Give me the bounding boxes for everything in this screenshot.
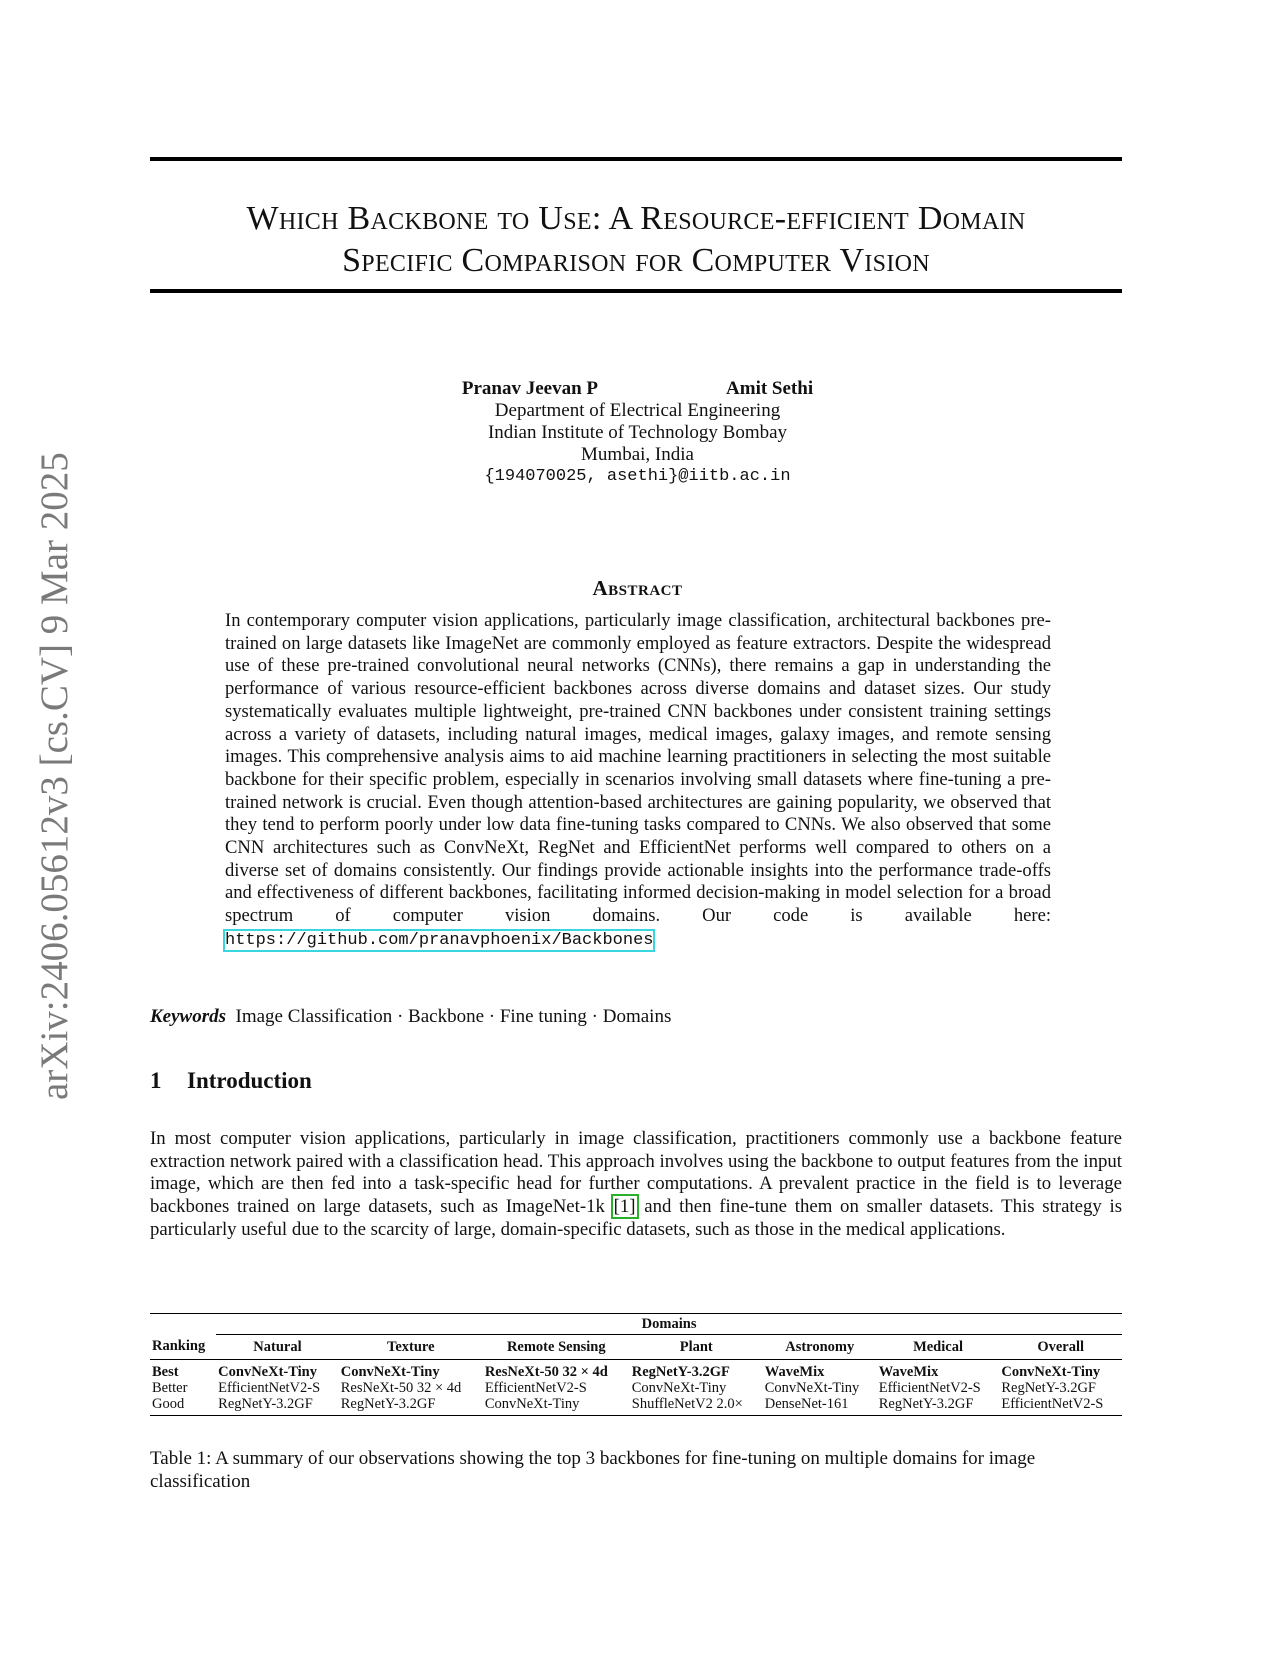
table-row (150, 1359, 1122, 1380)
table-cell: RegNetY-3.2GF (340, 1395, 436, 1412)
table-cell: EfficientNetV2-S (1001, 1395, 1104, 1412)
table-header-row (150, 1334, 1122, 1359)
col-header-texture: Texture (387, 1338, 435, 1355)
table-cell: RegNetY-3.2GF (1001, 1379, 1096, 1396)
author-department: Department of Electrical Engineering (494, 400, 781, 421)
title-line-1: Which Backbone to Use: A Resource-efficient Domain (246, 200, 1026, 237)
intro-text-2: and then fine-tune them on smaller datasets. This strategy is particularly useful due to the scarcity of large, domain-specific datasets, such as those in the medical applications. (150, 1196, 1123, 1240)
section-number: 1 (150, 1068, 162, 1093)
title-top-rule (150, 157, 1122, 161)
paper-title (150, 198, 1122, 282)
table-group-header-row (150, 1314, 1122, 1335)
domains-header: Domains (216, 1314, 1122, 1335)
col-header-natural: Natural (253, 1338, 302, 1355)
title-line-2: Specific Comparison for Computer Vision (342, 242, 930, 279)
author-email: {194070025, asethi}@iitb.ac.in (484, 467, 791, 486)
row-rank-better: Better (152, 1379, 188, 1396)
table-cell: ConvNeXt-Tiny (340, 1363, 440, 1380)
keywords-label: Keywords (150, 1006, 226, 1027)
table-cell: RegNetY-3.2GF (631, 1363, 730, 1380)
table-cell: ConvNeXt-Tiny (764, 1379, 860, 1396)
table-cell: EfficientNetV2-S (484, 1379, 587, 1396)
arxiv-sidebar (18, 0, 78, 1650)
summary-table (150, 1313, 1122, 1416)
table-cell: EfficientNetV2-S (218, 1379, 321, 1396)
row-rank-good: Good (152, 1395, 185, 1412)
arxiv-id: arXiv:2406.05612v3 [cs.CV] 9 Mar 2025 (33, 452, 76, 1100)
table-cell: ConvNeXt-Tiny (218, 1363, 317, 1380)
table-cell: RegNetY-3.2GF (218, 1395, 313, 1412)
table-cell: RegNetY-3.2GF (878, 1395, 974, 1412)
author-block (0, 378, 1275, 488)
intro-text-1: In most computer vision applications, particularly in image classification, practitioners commonly use a backbone feature extraction network paired with a classification head. This approach involves using the backbone to output features from the input image, which are then fed into a task-specific head for further computations. A prevalent practice in the field is to leverage backbones trained on large datasets, such as ImageNet-1k (150, 1128, 1122, 1218)
table-cell: ResNeXt-50 32 × 4d (484, 1363, 608, 1380)
col-header-medical: Medical (913, 1338, 963, 1355)
row-rank-best: Best (152, 1363, 179, 1380)
table-cell: ConvNeXt-Tiny (1001, 1363, 1101, 1380)
col-header-overall: Overall (1037, 1338, 1085, 1355)
table-cell: WaveMix (878, 1363, 939, 1380)
author-location: Mumbai, India (581, 444, 694, 465)
table-cell: ConvNeXt-Tiny (631, 1379, 727, 1396)
citation-link[interactable]: [1] (613, 1196, 636, 1218)
col-header-plant: Plant (679, 1338, 713, 1355)
section-title: Introduction (187, 1068, 312, 1093)
table-row (150, 1380, 1122, 1396)
table-row (150, 1396, 1122, 1416)
section-heading (150, 1068, 312, 1094)
abstract-heading: Abstract (592, 576, 683, 600)
arxiv-id-svg (18, 0, 78, 1650)
author-names (0, 378, 1275, 400)
author-2: Amit Sethi (726, 378, 814, 399)
author-1: Pranav Jeevan P (461, 378, 599, 399)
table-cell: DenseNet-161 (764, 1395, 849, 1412)
keywords-text: Image Classification · Backbone · Fine tuning · Domains (235, 1006, 672, 1027)
abstract-body (225, 610, 1051, 953)
col-header-astronomy: Astronomy (785, 1338, 855, 1355)
table-cell: EfficientNetV2-S (878, 1379, 981, 1396)
title-bottom-rule (150, 289, 1122, 293)
author-institute: Indian Institute of Technology Bombay (487, 422, 788, 443)
intro-paragraph (150, 1128, 1122, 1242)
col-header-remote-sensing: Remote Sensing (506, 1338, 606, 1355)
table-caption: Table 1: A summary of our observations showing the top 3 backbones for fine-tuning on multiple domains for image classification (150, 1448, 1036, 1492)
col-header-ranking: Ranking (152, 1338, 206, 1355)
table-cell: ConvNeXt-Tiny (484, 1395, 580, 1412)
table-cell: ShuffleNetV2 2.0× (631, 1395, 743, 1412)
table-cell: ResNeXt-50 32 × 4d (340, 1379, 462, 1396)
keywords (150, 1006, 671, 1028)
table-cell: WaveMix (764, 1363, 825, 1380)
code-link[interactable]: https://github.com/pranavphoenix/Backbones (225, 930, 654, 950)
abstract-text: In contemporary computer vision applications, particularly image classification, architectural backbones pre-trained on large datasets like ImageNet are commonly employed as feature extractors. Despite the widespread use of these pre-trained convolutional neural networks (CNNs), there remains a gap in understanding the performance of various resource-efficient backbones across diverse domains and dataset sizes. Our study systematically evaluates multiple lightweight, pre-trained CNN backbones under consistent training settings across a variety of datasets, including natural images, medical images, galaxy images, and remote sensing images. This comprehensive analysis aims to aid machine learning practitioners in selecting the most suitable backbone for their specific problem, especially in scenarios involving small datasets where fine-tuning a pre-trained network is crucial. Even though attention-based architectures are gaining popularity, we observed that they tend to perform poorly under low data fine-tuning tasks compared to CNNs. We also observed that some CNN architectures such as ConvNeXt, RegNet and EfficientNet performs well compared to others on a diverse set of domains consistently. Our findings provide actionable insights into the performance trade-offs and effectiveness of different backbones, facilitating informed decision-making in model selection for a broad spectrum of computer vision domains. Our code is available here: (225, 610, 1051, 927)
